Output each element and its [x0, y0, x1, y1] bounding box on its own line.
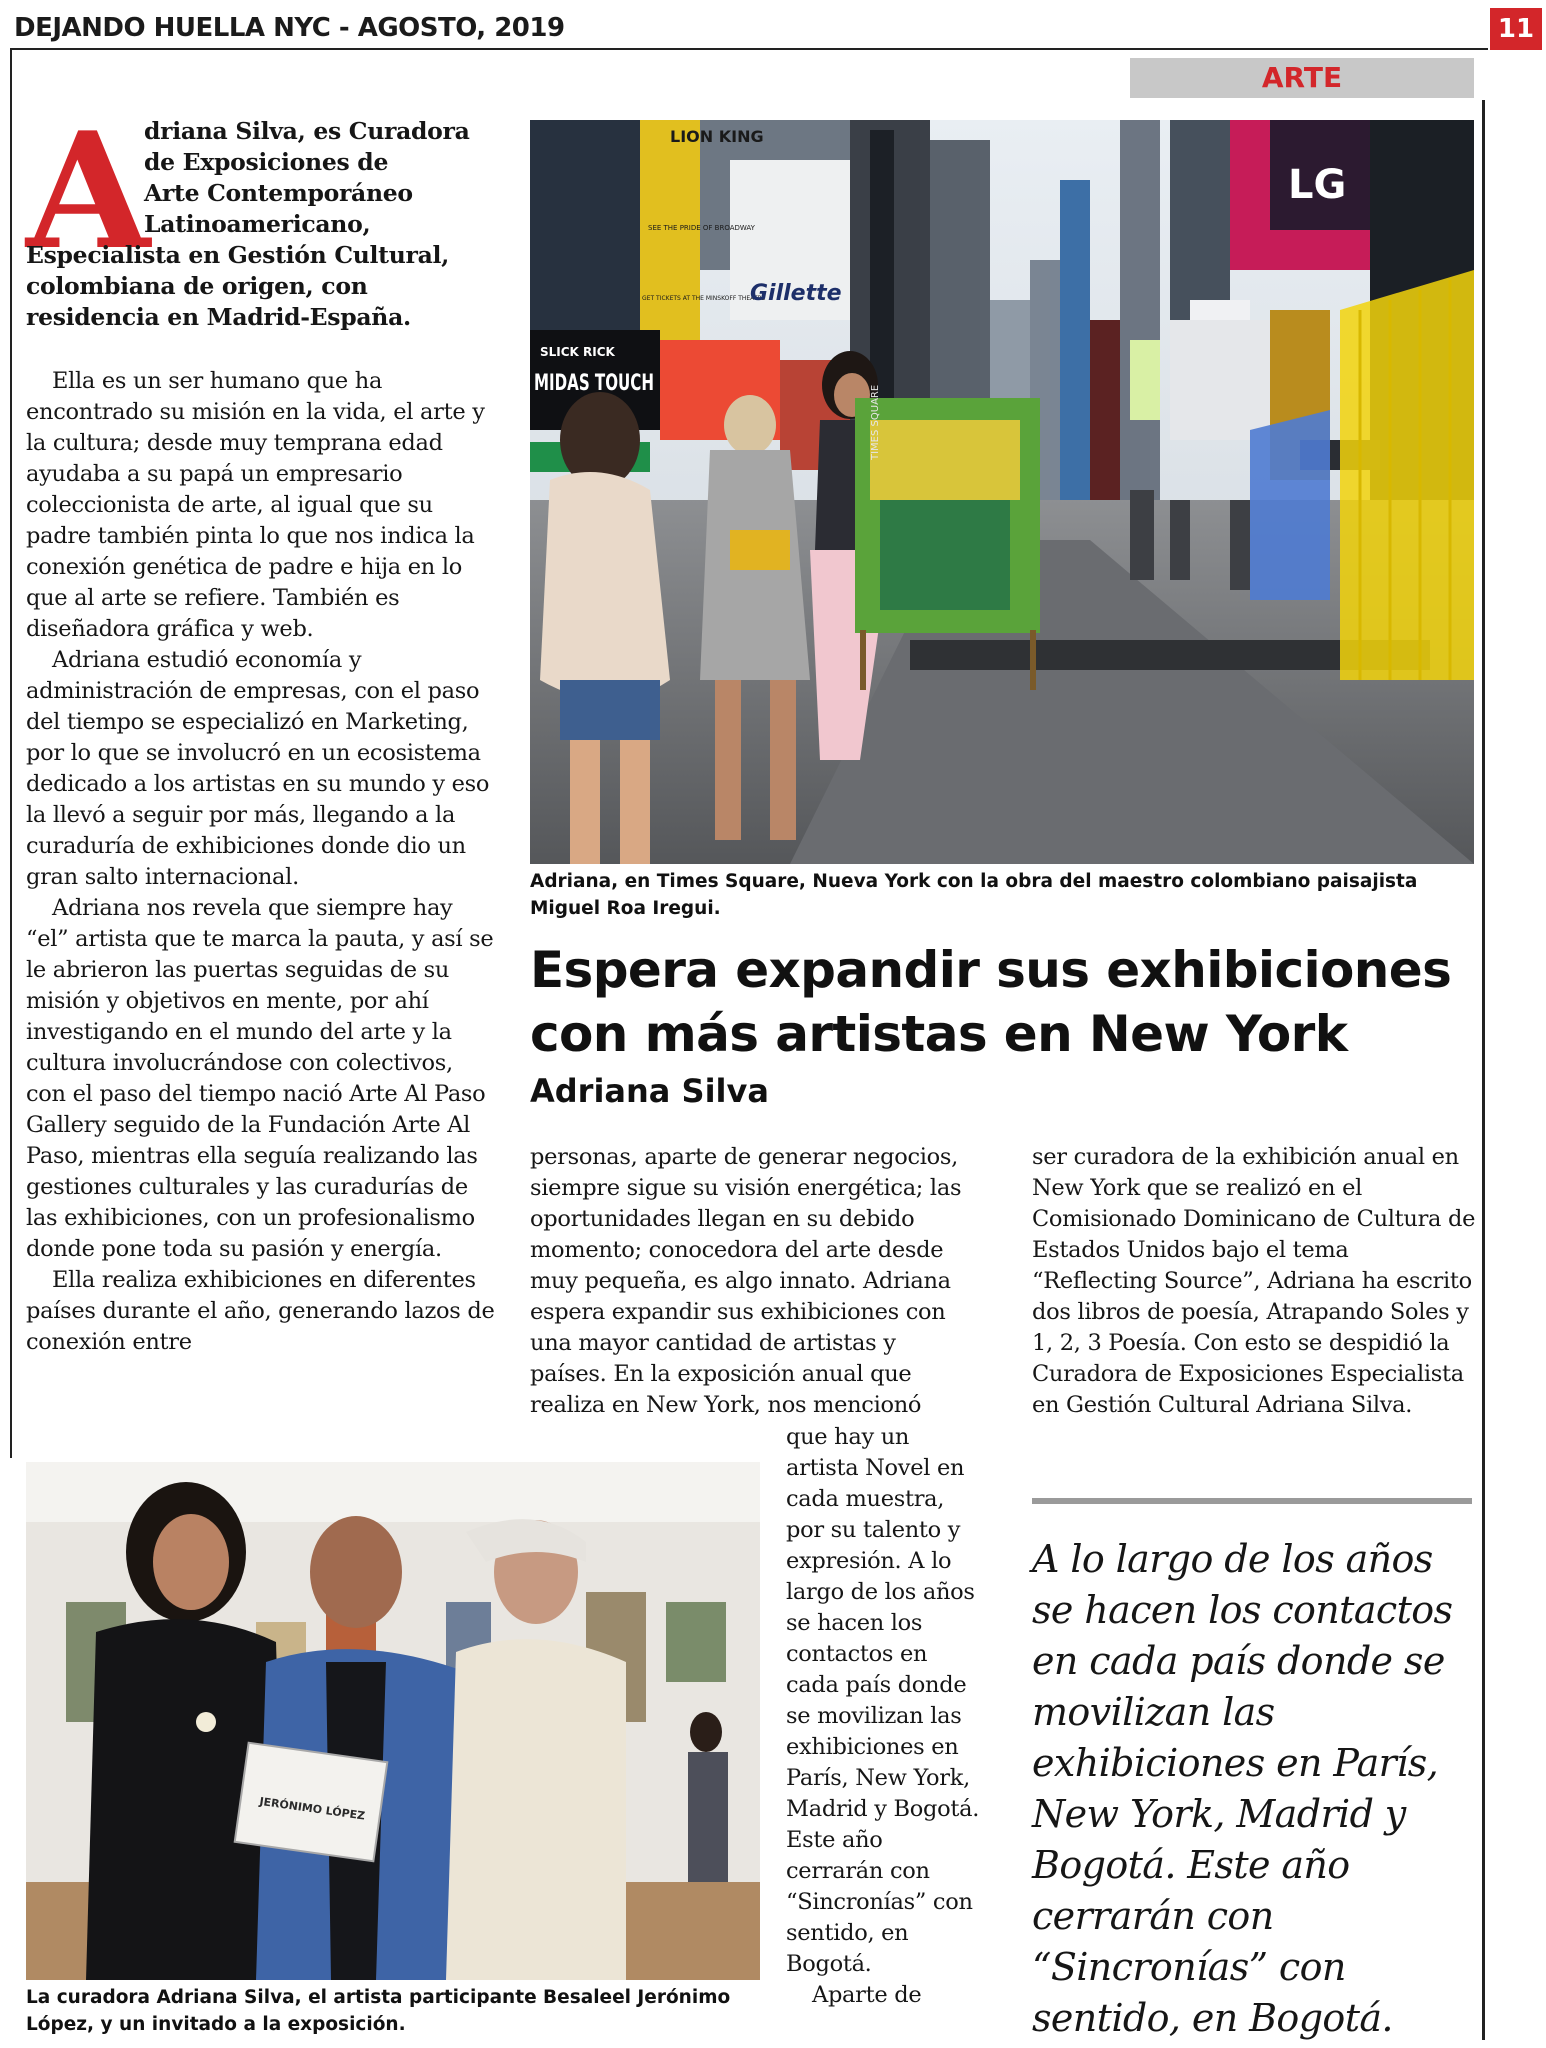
midas-touch-sign: MIDAS TOUCH	[534, 371, 654, 396]
middle-column	[530, 1142, 970, 1421]
lead-line: residencia en Madrid-España.	[26, 303, 411, 331]
lead-line: colombiana de origen, con	[26, 272, 368, 300]
pull-quote-rule	[1032, 1498, 1472, 1504]
paragraph: personas, aparte de generar negocios, siempre sigue su visión energética; las oportunidades llegan en su debido momento; conocedora del arte desde muy pequeña, es algo innato. Adriana espera expandir sus exhibiciones con una mayor cantidad de artistas y países. En la exposición anual que realiza en New York, nos mencionó	[530, 1144, 962, 1418]
lead-line: Arte Contemporáneo	[144, 179, 413, 207]
certificate-name: JERÓNIMO LÓPEZ	[258, 1794, 366, 1823]
lead-line: de Exposiciones de	[144, 148, 389, 176]
left-border-rule	[10, 48, 12, 1458]
paragraph: ser curadora de la exhibición anual en New York que se realizó en el Comisionado Dominicano de Cultura de Estados Unidos bajo el tema “Reflecting Source”, Adriana ha escrito dos libros de poesía, Atrapando Soles y 1, 2, 3 Poesía. Con esto se despidió la Curadora de Exposiciones Especialista en Gestión Cultural Adriana Silva.	[1032, 1144, 1476, 1418]
lg-sign: LG	[1288, 162, 1347, 208]
header-rule	[10, 48, 1488, 50]
paragraph: Ella es un ser humano que ha encontrado su misión en la vida, el arte y la cultura; desde muy temprana edad ayudaba a su papá un empresario coleccionista de arte, al igual que su padre también pinta lo que nos indica la conexión genética de padre e hija en lo que al arte se refiere. También es diseñadora gráfica y web.	[26, 368, 485, 642]
lion-king-sign: LION KING	[670, 127, 764, 146]
byline: Adriana Silva	[530, 1072, 769, 1110]
times-square-photo	[530, 120, 1474, 864]
publication-header: DEJANDO HUELLA NYC - AGOSTO, 2019	[14, 13, 565, 43]
lead-text	[26, 97, 482, 333]
gallery-photo	[26, 1462, 760, 1980]
headline: Espera expandir sus exhibiciones con más artistas en New York	[530, 941, 1452, 1063]
middle-column-narrow	[786, 1422, 982, 2011]
lead-line: driana Silva, es Curadora	[144, 117, 470, 145]
pride-sign: SEE THE PRIDE OF BROADWAY	[648, 224, 755, 232]
bottom-photo-caption: La curadora Adriana Silva, el artista participante Besaleel Jerónimo López, y un invitado a la exposición.	[26, 1987, 731, 2035]
lead-line: Especialista en Gestión Cultural,	[26, 241, 450, 269]
slick-rick-sign: SLICK RICK	[540, 345, 615, 359]
times-square-sign: TIMES SQUARE	[870, 384, 881, 460]
paragraph: Aparte de	[812, 1982, 922, 2008]
left-column	[26, 366, 496, 1358]
paragraph: Adriana nos revela que siempre hay “el” artista que te marca la pauta, y así se le abrieron las puertas seguidas de su misión y objetivos en mente, por ahí investigando en el mundo del arte y la cultura involucrándose con colectivos, con el paso del tiempo nació Arte Al Paso Gallery seguido de la Fundación Arte Al Paso, mientras ella seguía realizando las gestiones culturales y las curadurías de las exhibiciones, con un profesionalismo donde pone toda su pasión y energía.	[26, 895, 494, 1262]
right-border-rule	[1482, 100, 1485, 2040]
drop-cap: A	[26, 97, 151, 285]
pull-quote: A lo largo de los años se hacen los contactos en cada país donde se movilizan las exhibiciones en París, New York, Madrid y Bogotá. Este año cerrarán con “Sincronías” con sentido, en Bogotá.	[1032, 1537, 1453, 2040]
right-column	[1032, 1142, 1478, 1421]
section-label: ARTE	[1130, 58, 1474, 98]
paragraph: Adriana estudió economía y administración de empresas, con el paso del tiempo se especializó en Marketing, por lo que se involucró en un ecosistema dedicado a los artistas en su mundo y eso la llevó a seguir por más, llegando a la curaduría de exhibiciones donde dio un gran salto internacional.	[26, 647, 490, 890]
lead-line: Latinoamericano,	[144, 210, 371, 238]
gillette-sign: Gillette	[750, 281, 842, 306]
page-number: 11	[1490, 8, 1542, 50]
paragraph: que hay un artista Novel en cada muestra, por su talento y expresión. A lo largo de los años se hacen los contactos en cada país donde se movilizan las exhibiciones en París, New York, Madrid y Bogotá. Este año cerrarán con “Sincronías” con sentido, en Bogotá.	[786, 1424, 980, 1977]
tickets-sign: GET TICKETS AT THE MINSKOFF THEATRE	[642, 295, 766, 302]
paragraph: Ella realiza exhibiciones en diferentes países durante el año, generando lazos de conexión entre	[26, 1267, 495, 1355]
top-photo-caption: Adriana, en Times Square, Nueva York con la obra del maestro colombiano paisajista Miguel Roa Iregui.	[530, 871, 1418, 919]
